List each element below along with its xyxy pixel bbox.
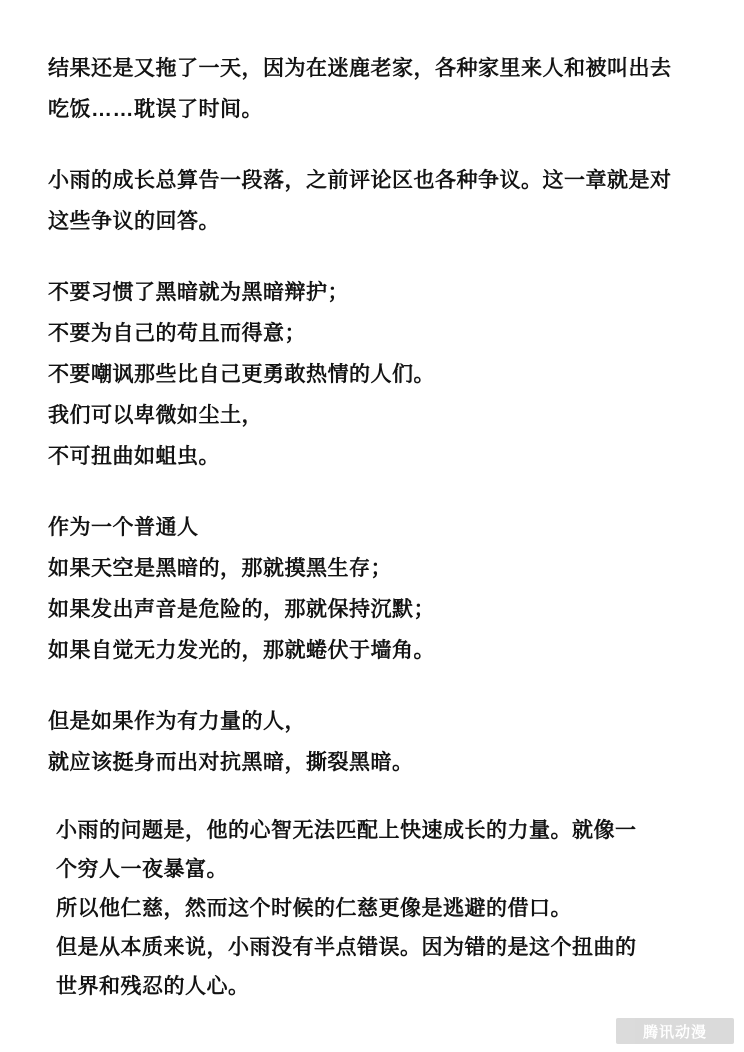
paragraph-analysis bbox=[48, 811, 704, 1006]
text-line: 结果还是又拖了一天，因为在迷鹿老家，各种家里来人和被叫出去 bbox=[48, 57, 672, 80]
paragraph-spacer bbox=[48, 783, 704, 811]
paragraph-spacer bbox=[48, 671, 704, 701]
text-line: 这些争议的回答。 bbox=[48, 210, 220, 233]
text-line: 如果发出声音是危险的，那就保持沉默； bbox=[48, 598, 435, 621]
paragraph-ordinary bbox=[48, 507, 704, 671]
text-line: 不要嘲讽那些比自己更勇敢热情的人们。 bbox=[48, 363, 435, 386]
text-line: 个穷人一夜暴富。 bbox=[56, 858, 228, 881]
paragraph-spacer bbox=[48, 477, 704, 507]
text-line: 如果自觉无力发光的，那就蜷伏于墙角。 bbox=[48, 639, 435, 662]
watermark-logo: 腾讯动漫 bbox=[616, 1018, 734, 1044]
text-line: 我们可以卑微如尘土， bbox=[48, 404, 263, 427]
text-line: 就应该挺身而出对抗黑暗，撕裂黑暗。 bbox=[48, 751, 414, 774]
document-content bbox=[48, 48, 704, 1006]
text-line: 不可扭曲如蛆虫。 bbox=[48, 445, 220, 468]
paragraph-spacer bbox=[48, 242, 704, 272]
paragraph-growth bbox=[48, 160, 704, 242]
text-line: 如果天空是黑暗的，那就摸黑生存； bbox=[48, 557, 392, 580]
text-line: 不要为自己的苟且而得意； bbox=[48, 322, 306, 345]
text-line: 但是如果作为有力量的人， bbox=[48, 710, 306, 733]
text-line: 所以他仁慈，然而这个时候的仁慈更像是逃避的借口。 bbox=[56, 897, 572, 920]
text-line: 世界和残忍的人心。 bbox=[56, 975, 250, 998]
text-line: 小雨的成长总算告一段落，之前评论区也各种争议。这一章就是对 bbox=[48, 169, 672, 192]
text-line: 小雨的问题是，他的心智无法匹配上快速成长的力量。就像一 bbox=[56, 819, 637, 842]
paragraph-intro bbox=[48, 48, 704, 130]
paragraph-powerful bbox=[48, 701, 704, 783]
text-line: 但是从本质来说，小雨没有半点错误。因为错的是这个扭曲的 bbox=[56, 936, 637, 959]
paragraph-spacer bbox=[48, 130, 704, 160]
text-line: 不要习惯了黑暗就为黑暗辩护； bbox=[48, 281, 349, 304]
paragraph-creed bbox=[48, 272, 704, 477]
text-line: 作为一个普通人 bbox=[48, 516, 199, 539]
text-line: 吃饭……耽误了时间。 bbox=[48, 98, 263, 121]
